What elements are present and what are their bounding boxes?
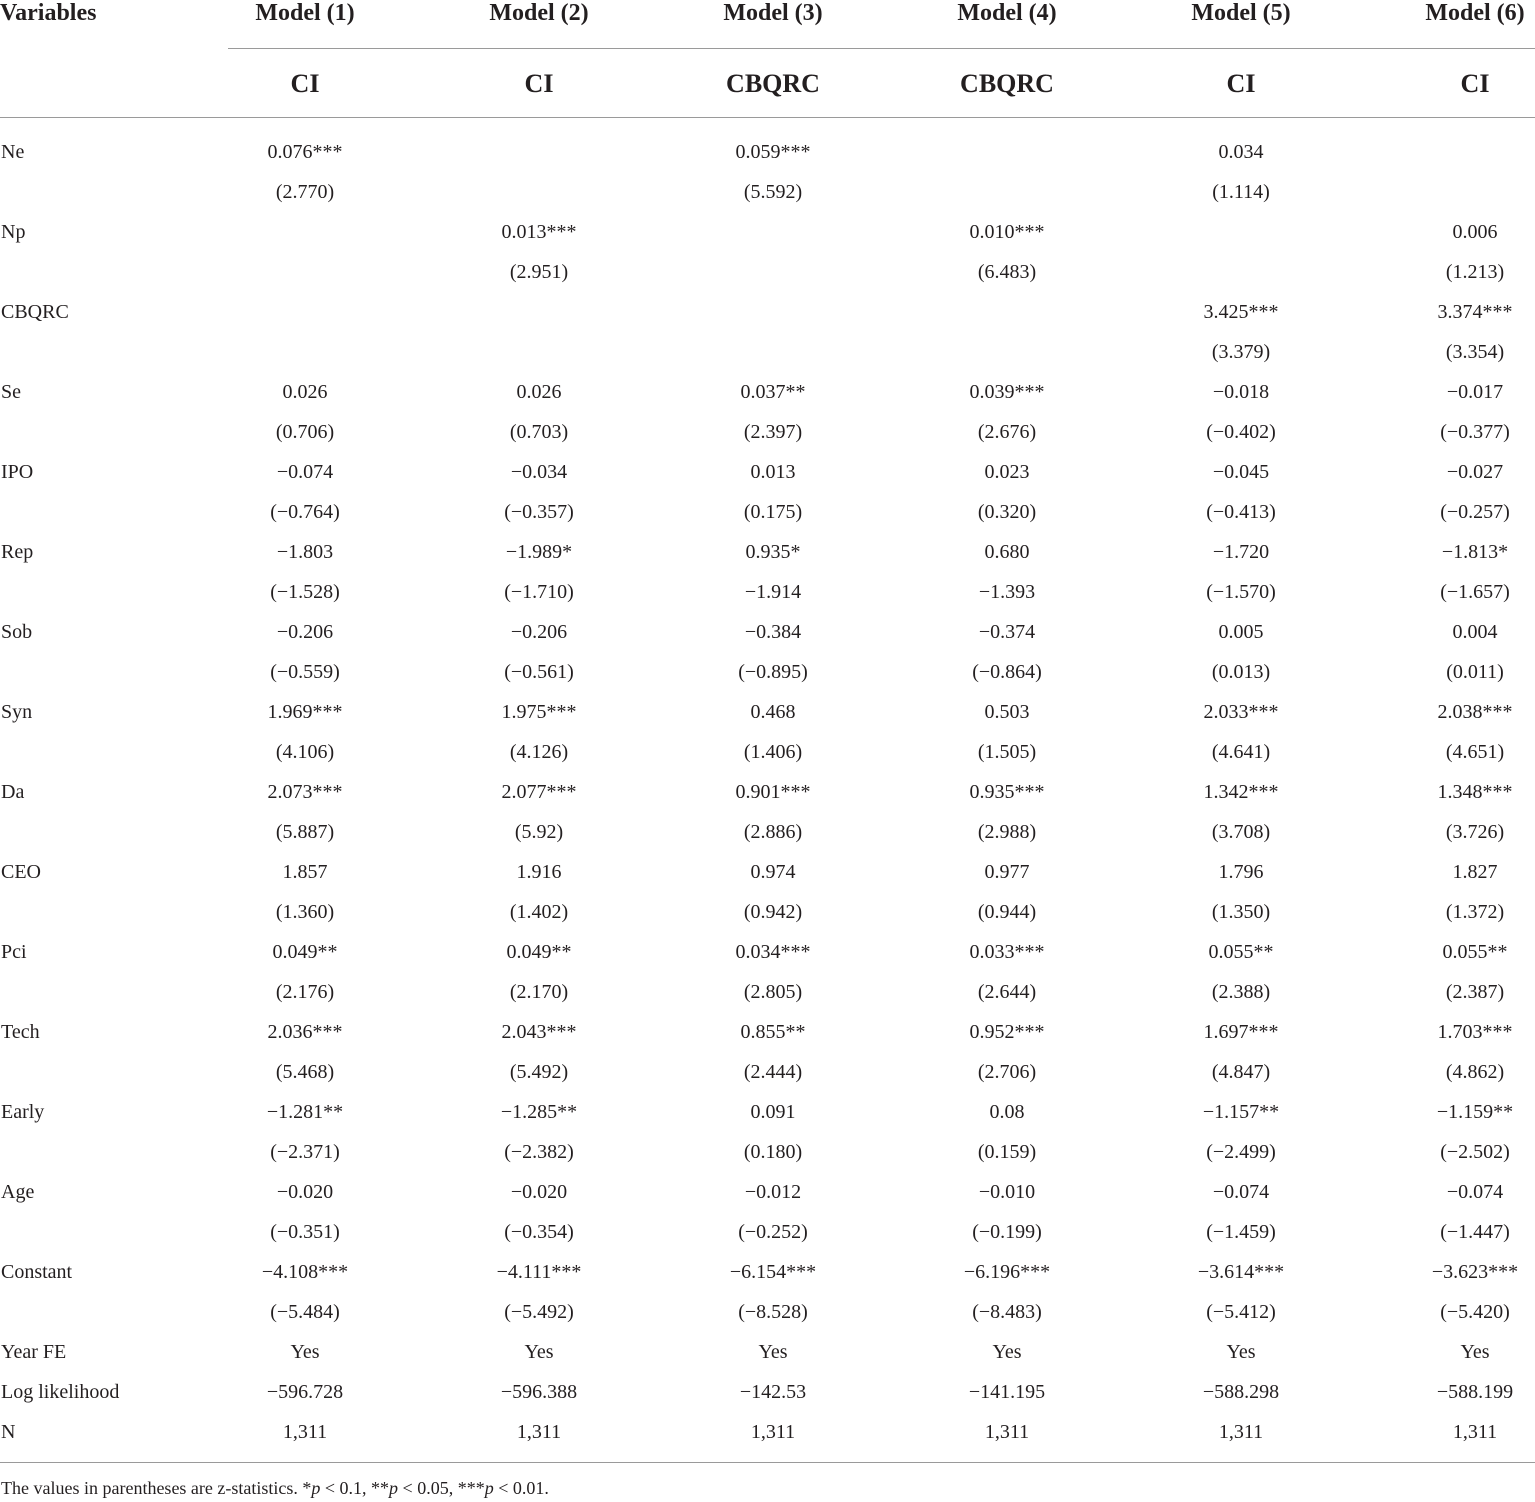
table-cell: (4.641)	[1211, 741, 1271, 763]
table-cell: 2.073***	[267, 781, 343, 803]
table-cell: (5.468)	[275, 1061, 335, 1083]
table-cell: (4.106)	[275, 741, 335, 763]
table-cell: 1.827	[1452, 861, 1498, 883]
table-cell: Yes	[524, 1341, 554, 1363]
table-cell: (1.372)	[1445, 901, 1505, 923]
table-cell: 2.043***	[501, 1021, 577, 1043]
table-row	[0, 492, 1535, 532]
table-cell: −6.196***	[963, 1261, 1051, 1283]
table-cell: (0.942)	[743, 901, 803, 923]
table-cell: (3.708)	[1211, 821, 1271, 843]
table-cell: (0.320)	[977, 501, 1037, 523]
row-label: Log likelihood	[1, 1381, 120, 1403]
dep-var-1: CI	[290, 69, 320, 98]
table-cell: 0.013	[750, 461, 796, 483]
table-cell: 0.049**	[506, 941, 572, 963]
row-label: CBQRC	[1, 301, 69, 323]
table-cell: 1,311	[1452, 1421, 1498, 1443]
table-cell: 0.026	[282, 381, 328, 403]
table-row	[0, 1252, 1535, 1292]
table-cell: (2.676)	[977, 421, 1037, 443]
table-cell: (−8.528)	[738, 1301, 808, 1323]
table-cell: (−2.371)	[270, 1141, 340, 1163]
table-row	[0, 452, 1535, 492]
table-row	[0, 892, 1535, 932]
table-cell: 0.08	[989, 1101, 1025, 1123]
row-label: Ne	[1, 141, 25, 163]
table-cell: (−0.354)	[504, 1221, 574, 1243]
table-cell: (−0.351)	[270, 1221, 340, 1243]
table-cell: 1.916	[516, 861, 562, 883]
table-row	[0, 732, 1535, 772]
table-cell: −0.074	[1212, 1181, 1270, 1203]
table-cell: −0.017	[1446, 381, 1504, 403]
table-cell: Yes	[1226, 1341, 1256, 1363]
table-cell: 1,311	[984, 1421, 1030, 1443]
row-label: Year FE	[1, 1341, 67, 1363]
model-2-header: Model (2)	[489, 0, 589, 26]
table-cell: (1.350)	[1211, 901, 1271, 923]
table-cell: (−0.252)	[738, 1221, 808, 1243]
row-label: IPO	[1, 461, 34, 483]
table-row	[0, 1212, 1535, 1252]
table-cell: 0.055**	[1208, 941, 1274, 963]
table-cell: (−1.459)	[1206, 1221, 1276, 1243]
table-row	[0, 332, 1535, 372]
table-cell: (4.862)	[1445, 1061, 1505, 1083]
table-cell: (4.126)	[509, 741, 569, 763]
table-header-models	[0, 0, 1535, 26]
table-cell: 0.004	[1452, 621, 1498, 643]
table-cell: (2.988)	[977, 821, 1037, 843]
table-cell: (0.180)	[743, 1141, 803, 1163]
table-cell: 0.006	[1452, 221, 1498, 243]
table-row	[0, 172, 1535, 212]
table-cell: (−0.864)	[972, 661, 1042, 683]
table-cell: −1.813*	[1441, 541, 1509, 563]
table-cell: −0.012	[744, 1181, 802, 1203]
table-cell: (5.887)	[275, 821, 335, 843]
table-cell: −0.020	[510, 1181, 568, 1203]
table-cell: (0.703)	[509, 421, 569, 443]
table-cell: (−5.412)	[1206, 1301, 1276, 1323]
table-cell: −1.914	[744, 581, 802, 603]
table-cell: −141.195	[968, 1381, 1046, 1403]
table-row	[0, 1052, 1535, 1092]
table-cell: 0.935***	[969, 781, 1045, 803]
table-cell: −1.285**	[500, 1101, 578, 1123]
table-cell: (4.651)	[1445, 741, 1505, 763]
table-cell: (−1.528)	[270, 581, 340, 603]
table-cell: (−5.420)	[1440, 1301, 1510, 1323]
table-cell: −0.374	[978, 621, 1036, 643]
table-cell: 0.039***	[969, 381, 1045, 403]
table-cell: −0.020	[276, 1181, 334, 1203]
table-cell: 0.013***	[501, 221, 577, 243]
dep-var-4: CBQRC	[960, 69, 1054, 98]
table-cell: 0.091	[750, 1101, 796, 1123]
table-cell: Yes	[1460, 1341, 1490, 1363]
table-cell: (2.951)	[509, 261, 569, 283]
table-cell: (3.379)	[1211, 341, 1271, 363]
table-cell: −588.199	[1436, 1381, 1514, 1403]
dep-var-5: CI	[1226, 69, 1256, 98]
dep-var-2: CI	[524, 69, 554, 98]
table-cell: 2.033***	[1203, 701, 1279, 723]
table-cell: 0.503	[984, 701, 1030, 723]
table-cell: 1.857	[282, 861, 328, 883]
table-cell: (−2.499)	[1206, 1141, 1276, 1163]
table-cell: (−0.413)	[1206, 501, 1276, 523]
table-cell: (−0.561)	[504, 661, 574, 683]
table-cell: (2.170)	[509, 981, 569, 1003]
table-row	[0, 1372, 1535, 1412]
table-cell: 0.037**	[740, 381, 806, 403]
table-cell: (−1.657)	[1440, 581, 1510, 603]
table-cell: (−1.570)	[1206, 581, 1276, 603]
table-cell: (1.360)	[275, 901, 335, 923]
table-cell: 1.703***	[1437, 1021, 1513, 1043]
table-cell: (3.726)	[1445, 821, 1505, 843]
table-row	[0, 612, 1535, 652]
table-cell: (2.644)	[977, 981, 1037, 1003]
table-cell: −3.614***	[1197, 1261, 1285, 1283]
table-cell: −0.206	[276, 621, 334, 643]
table-cell: −0.010	[978, 1181, 1036, 1203]
table-row	[0, 652, 1535, 692]
table-cell: (−0.199)	[972, 1221, 1042, 1243]
table-cell: (1.213)	[1445, 261, 1505, 283]
variables-header: Variables	[0, 0, 97, 26]
table-cell: (5.492)	[509, 1061, 569, 1083]
table-cell: (2.397)	[743, 421, 803, 443]
table-cell: 0.855**	[740, 1021, 806, 1043]
table-cell: (−0.377)	[1440, 421, 1510, 443]
table-cell: 0.026	[516, 381, 562, 403]
row-label: CEO	[1, 861, 41, 883]
table-cell: 0.076***	[267, 141, 343, 163]
table-cell: (0.013)	[1211, 661, 1271, 683]
row-label: Da	[1, 781, 25, 803]
row-label: Early	[1, 1101, 45, 1123]
row-label: N	[1, 1421, 16, 1443]
table-row	[0, 1092, 1535, 1132]
row-label: Se	[1, 381, 21, 403]
table-cell: (5.92)	[514, 821, 564, 843]
table-cell: (0.011)	[1446, 661, 1504, 683]
table-cell: (0.944)	[977, 901, 1037, 923]
table-row	[0, 1172, 1535, 1212]
table-row	[0, 692, 1535, 732]
table-cell: (1.406)	[743, 741, 803, 763]
table-cell: 0.901***	[735, 781, 811, 803]
table-cell: 0.034	[1218, 141, 1264, 163]
table-cell: 2.036***	[267, 1021, 343, 1043]
table-row	[0, 132, 1535, 172]
model-1-header: Model (1)	[255, 0, 355, 26]
table-cell: Yes	[992, 1341, 1022, 1363]
table-bottom-rule	[0, 1462, 1535, 1463]
row-label: Sob	[1, 621, 33, 643]
row-label: Np	[1, 221, 26, 243]
table-cell: (−5.484)	[270, 1301, 340, 1323]
table-row	[0, 1332, 1535, 1372]
table-cell: 0.049**	[272, 941, 338, 963]
dep-var-6: CI	[1460, 69, 1490, 98]
table-cell: 1,311	[1218, 1421, 1264, 1443]
table-cell: −596.728	[266, 1381, 344, 1403]
table-cell: 3.374***	[1437, 301, 1513, 323]
table-cell: 0.977	[984, 861, 1030, 883]
table-row	[0, 532, 1535, 572]
table-cell: 0.005	[1218, 621, 1264, 643]
model-4-header: Model (4)	[957, 0, 1057, 26]
table-cell: (2.706)	[977, 1061, 1037, 1083]
table-cell: −0.045	[1212, 461, 1270, 483]
model-6-header: Model (6)	[1425, 0, 1525, 26]
row-label: Age	[1, 1181, 35, 1203]
table-cell: (2.387)	[1445, 981, 1505, 1003]
table-cell: 0.974	[750, 861, 796, 883]
table-row	[0, 1292, 1535, 1332]
table-cell: −4.108***	[261, 1261, 349, 1283]
table-cell: (2.805)	[743, 981, 803, 1003]
table-cell: −1.720	[1212, 541, 1270, 563]
table-cell: 0.468	[750, 701, 796, 723]
table-cell: −0.034	[510, 461, 568, 483]
header-bottom-rule	[0, 117, 1535, 118]
table-cell: (2.388)	[1211, 981, 1271, 1003]
table-cell: 0.034***	[735, 941, 811, 963]
model-5-header: Model (5)	[1191, 0, 1291, 26]
row-label: Tech	[1, 1021, 40, 1043]
table-cell: (−1.447)	[1440, 1221, 1510, 1243]
table-cell: −142.53	[739, 1381, 807, 1403]
table-row	[0, 572, 1535, 612]
table-cell: 1.796	[1218, 861, 1264, 883]
table-cell: −1.989*	[505, 541, 573, 563]
table-row	[0, 212, 1535, 252]
table-cell: (−0.402)	[1206, 421, 1276, 443]
table-cell: 0.010***	[969, 221, 1045, 243]
header-divider	[228, 48, 1535, 49]
table-row	[0, 772, 1535, 812]
table-cell: (3.354)	[1445, 341, 1505, 363]
table-cell: (2.886)	[743, 821, 803, 843]
table-cell: (−0.895)	[738, 661, 808, 683]
table-header-dependent-vars	[0, 68, 1535, 100]
table-cell: Yes	[290, 1341, 320, 1363]
table-cell: (5.592)	[743, 181, 803, 203]
row-label: Rep	[1, 541, 34, 563]
table-cell: 0.055**	[1442, 941, 1508, 963]
table-cell: (6.483)	[977, 261, 1037, 283]
table-cell: 2.038***	[1437, 701, 1513, 723]
table-cell: 0.023	[984, 461, 1030, 483]
table-footnote: The values in parentheses are z-statistics. *p < 0.1, **p < 0.05, ***p < 0.01.	[1, 1478, 549, 1498]
table-cell: −0.074	[276, 461, 334, 483]
table-cell: Yes	[758, 1341, 788, 1363]
table-cell: 0.935*	[745, 541, 801, 563]
dep-var-3: CBQRC	[726, 69, 820, 98]
table-cell: (−5.492)	[504, 1301, 574, 1323]
table-row	[0, 292, 1535, 332]
table-row	[0, 412, 1535, 452]
table-cell: −0.018	[1212, 381, 1270, 403]
table-cell: (2.770)	[275, 181, 335, 203]
table-cell: −1.393	[978, 581, 1036, 603]
table-row	[0, 252, 1535, 292]
table-row	[0, 1412, 1535, 1452]
table-cell: −0.074	[1446, 1181, 1504, 1203]
table-cell: 1.969***	[267, 701, 343, 723]
table-cell: (1.114)	[1212, 181, 1270, 203]
table-cell: −0.206	[510, 621, 568, 643]
table-cell: (−8.483)	[972, 1301, 1042, 1323]
table-cell: −1.157**	[1202, 1101, 1280, 1123]
table-row	[0, 1132, 1535, 1172]
table-cell: (4.847)	[1211, 1061, 1271, 1083]
table-cell: 3.425***	[1203, 301, 1279, 323]
table-cell: −4.111***	[496, 1261, 582, 1283]
table-cell: (2.176)	[275, 981, 335, 1003]
row-label: Pci	[1, 941, 27, 963]
table-cell: (0.706)	[275, 421, 335, 443]
table-cell: 1.697***	[1203, 1021, 1279, 1043]
table-cell: 0.033***	[969, 941, 1045, 963]
table-cell: 0.059***	[735, 141, 811, 163]
table-cell: −1.803	[276, 541, 334, 563]
table-cell: −1.159**	[1436, 1101, 1514, 1123]
table-cell: 0.680	[984, 541, 1030, 563]
row-label: Syn	[1, 701, 33, 723]
table-row	[0, 932, 1535, 972]
table-cell: (−1.710)	[504, 581, 574, 603]
table-cell: (0.175)	[743, 501, 803, 523]
table-cell: (−2.382)	[504, 1141, 574, 1163]
table-cell: −588.298	[1202, 1381, 1280, 1403]
table-row	[0, 1012, 1535, 1052]
table-cell: (−0.764)	[270, 501, 340, 523]
table-cell: 1.342***	[1203, 781, 1279, 803]
table-cell: (1.402)	[509, 901, 569, 923]
table-row	[0, 812, 1535, 852]
table-cell: −0.027	[1446, 461, 1504, 483]
table-cell: 0.952***	[969, 1021, 1045, 1043]
table-cell: 1,311	[750, 1421, 796, 1443]
table-cell: (0.159)	[977, 1141, 1037, 1163]
table-cell: 2.077***	[501, 781, 577, 803]
table-cell: 1.975***	[501, 701, 577, 723]
table-cell: −1.281**	[266, 1101, 344, 1123]
row-label: Constant	[1, 1261, 73, 1283]
table-cell: 1.348***	[1437, 781, 1513, 803]
table-row	[0, 852, 1535, 892]
table-row	[0, 372, 1535, 412]
table-cell: −0.384	[744, 621, 802, 643]
table-cell: 1,311	[516, 1421, 562, 1443]
table-cell: (1.505)	[977, 741, 1037, 763]
table-cell: (2.444)	[743, 1061, 803, 1083]
table-cell: −596.388	[500, 1381, 578, 1403]
table-cell: −3.623***	[1431, 1261, 1519, 1283]
table-cell: −6.154***	[729, 1261, 817, 1283]
table-cell: (−0.559)	[270, 661, 340, 683]
model-3-header: Model (3)	[723, 0, 823, 26]
table-cell: (−0.357)	[504, 501, 574, 523]
table-cell: (−2.502)	[1440, 1141, 1510, 1163]
table-cell: (−0.257)	[1440, 501, 1510, 523]
table-row	[0, 972, 1535, 1012]
table-cell: 1,311	[282, 1421, 328, 1443]
